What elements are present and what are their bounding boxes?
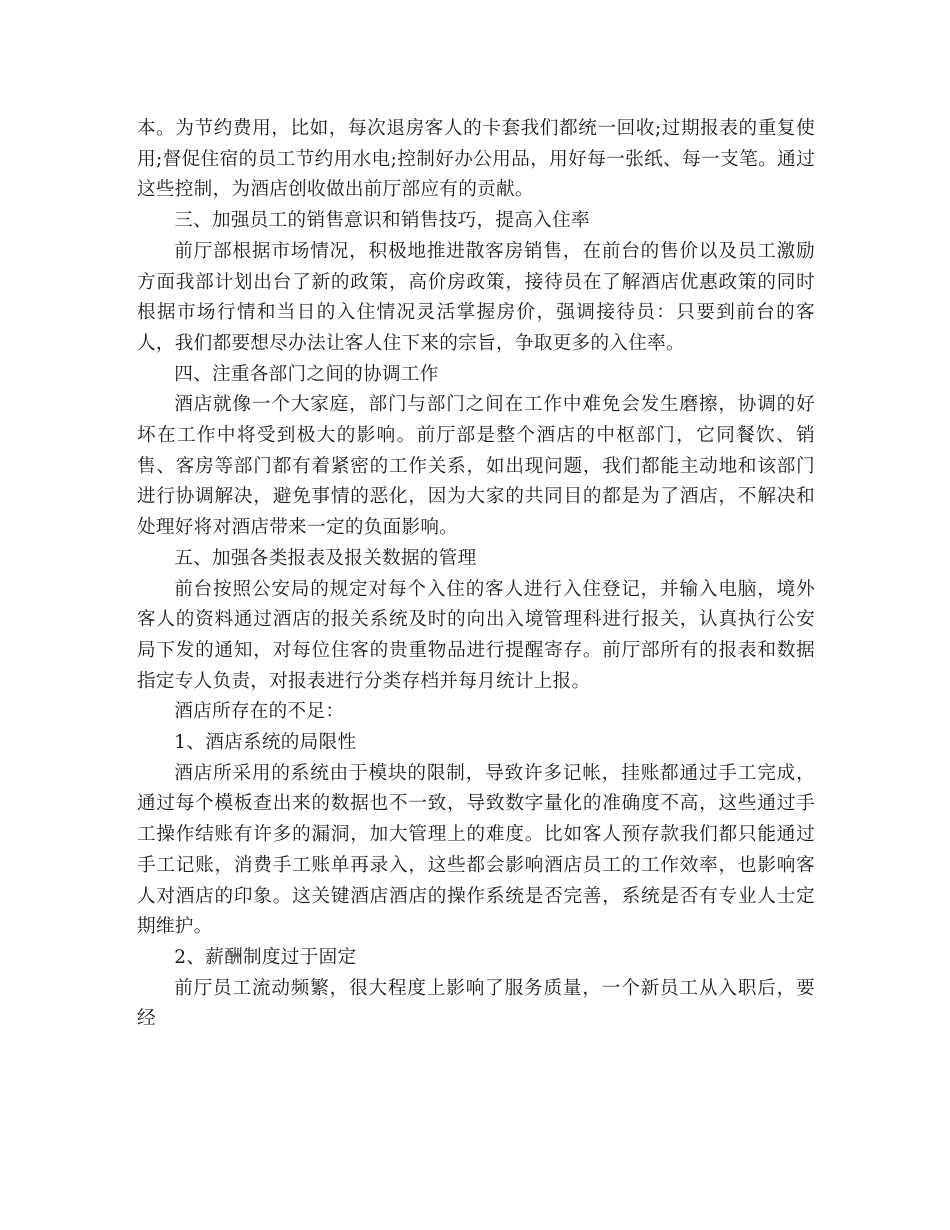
document-body: [137, 114, 815, 1035]
section-heading-sales: 三、加强员工的销售意识和销售技巧，提高入住率: [174, 210, 590, 232]
paragraph-coordination: 酒店就像一个大家庭，部门与部门之间在工作中难免会发生磨擦，协调的好坏在工作中将受到极大的影响。前厅部是整个酒店的中枢部门，它同餐饮、销售、客房等部门都有着紧密的工作关系，如出现问题，我们都能主动地和该部门进行协调解决，避免事情的恶化，因为大家的共同目的都是为了酒店，不解决和处理好将对酒店带来一定的负面影响。: [137, 394, 815, 539]
paragraph-cost-saving: 本。为节约费用，比如，每次退房客人的卡套我们都统一回收;过期报表的重复使用;督促住宿的员工节约用水电;控制好办公用品，用好每一张纸、每一支笔。通过这些控制，为酒店创收做出前厅部应有的贡献。: [137, 118, 815, 201]
paragraph-system-limits: 酒店所采用的系统由于模块的限制，导致许多记帐，挂账都通过手工完成，通过每个模板查出来的数据也不一致，导致数字量化的准确度不高，这些通过手工操作结账有许多的漏洞，加大管理上的难度。比如客人预存款我们都只能通过手工记账，消费手工账单再录入，这些都会影响酒店员工的工作效率，也影响客人对酒店的印象。这关键酒店酒店的操作系统是否完善，系统是否有专业人士定期维护。: [137, 762, 815, 938]
paragraph-reports: 前台按照公安局的规定对每个入住的客人进行入住登记，并输入电脑，境外客人的资料通过酒店的报关系统及时的向出入境管理科进行报关，认真执行公安局下发的通知，对每位住客的贵重物品进行提醒寄存。前厅部所有的报表和数据指定专人负责，对报表进行分类存档并每月统计上报。: [137, 578, 815, 692]
section-heading-reports: 五、加强各类报表及报关数据的管理: [174, 547, 477, 569]
subheading-system-limits: 1、酒店系统的局限性: [174, 732, 357, 754]
section-heading-coordination: 四、注重各部门之间的协调工作: [174, 363, 439, 385]
paragraph-sales: 前厅部根据市场情况，积极地推进散客房销售，在前台的售价以及员工激励方面我部计划出台了新的政策，高价房政策，接待员在了解酒店优惠政策的同时根据市场行情和当日的入住情况灵活掌握房价，强调接待员：只要到前台的客人，我们都要想尽办法让客人住下来的宗旨，争取更多的入住率。: [137, 240, 815, 354]
subheading-salary: 2、薪酬制度过于固定: [174, 946, 357, 968]
paragraph-salary: 前厅员工流动频繁，很大程度上影响了服务质量，一个新员工从入职后，要经: [137, 977, 815, 1030]
section-heading-shortcomings: 酒店所存在的不足：: [174, 701, 345, 723]
